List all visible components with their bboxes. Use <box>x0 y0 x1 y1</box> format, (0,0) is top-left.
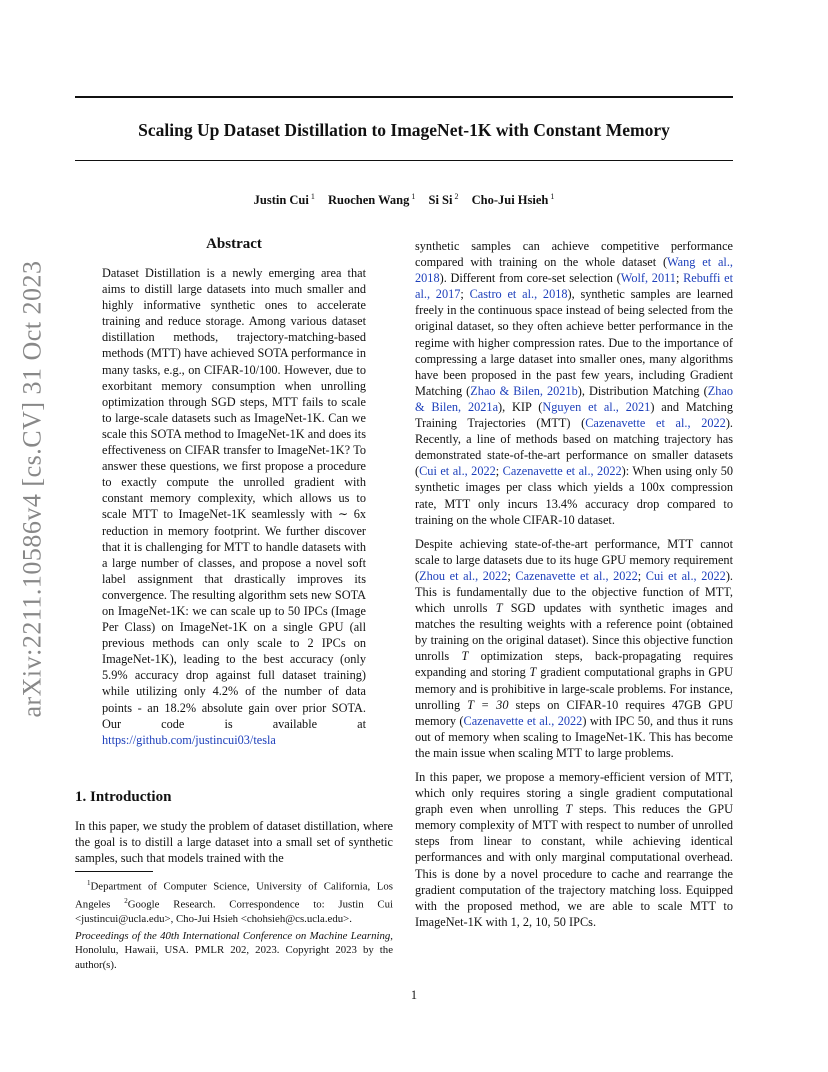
proceedings-note: Proceedings of the 40th International Conference on Machine Learning, Honolulu, Hawaii, USA. PMLR 202, 2023. Copyright 2023 by the author(s). <box>75 930 393 971</box>
paper-title: Scaling Up Dataset Distillation to ImageNet-1K with Constant Memory <box>138 120 670 140</box>
math-symbol: T <box>565 802 573 817</box>
code-link[interactable]: https://github.com/justincui03/tesla <box>102 732 276 747</box>
abstract-heading: Abstract <box>206 236 262 252</box>
math-symbol: T = 30 <box>467 697 509 712</box>
citation-link[interactable]: Nguyen et al., 2021 <box>542 399 651 414</box>
citation-link[interactable]: Zhao & Bilen, 2021b <box>470 383 578 398</box>
text-run: gradient computational graphs in GPU memory and is prohibitive in large-scale problems. For instance, unrolling <box>415 665 733 712</box>
text-run: ): When using only 50 synthetic images per class which yields a 100x compression rate, MTT only incurs 13.4% accuracy drop compared to training on the whole CIFAR-10 dataset. <box>415 464 733 527</box>
text-run: ), Distribution Matching ( <box>577 383 708 398</box>
author: Ruochen Wang $^1$ <box>327 192 416 208</box>
citation-link[interactable]: Zhao & Bilen, 2021a <box>415 383 733 414</box>
text-run: ) and Matching Training Trajectories (MTT) ( <box>415 399 733 431</box>
text-run: steps on CIFAR-10 requires 47GB GPU memory ( <box>415 697 733 728</box>
citation-link[interactable]: Cazenavette et al., 2022 <box>515 568 638 583</box>
text-run: ) with IPC 50, and thus it runs out of memory when scaling to ImageNet-1K. This has become the main issue when scaling MTT to large problems. <box>415 713 734 760</box>
citation-link[interactable]: Cui et al., 2022 <box>419 464 496 479</box>
math-symbol: T <box>529 665 537 680</box>
text-run: ; <box>495 464 503 479</box>
paragraph <box>415 536 733 761</box>
paragraph <box>415 238 733 528</box>
citation-link[interactable]: Cui et al., 2022 <box>645 568 726 583</box>
text-run: ; <box>507 568 516 583</box>
title-bottom-rule <box>75 160 733 161</box>
citation-link[interactable]: Wang et al., 2018 <box>415 255 733 286</box>
text-run: SGD updates with synthetic images and matches the resulting weights with a reference point (obtained by training on the original dataset). Since this objective function unrolls <box>415 601 734 664</box>
text-run: ; <box>637 568 646 583</box>
text-run: ). Recently, a line of methods based on matching trajectory has demonstrated state-of-the-art performance on smaller datasets ( <box>415 416 733 479</box>
author: Cho-Jui Hsieh $^1$ <box>471 192 555 208</box>
section-heading-introduction: 1. Introduction <box>75 789 172 805</box>
citation-link[interactable]: Cazenavette et al., 2022 <box>502 464 622 479</box>
text-run: ; <box>460 287 470 302</box>
text-run: ), KIP ( <box>498 399 543 414</box>
page-number: 1 <box>410 988 418 1002</box>
right-column <box>415 238 733 938</box>
paragraph <box>415 769 733 930</box>
text-run: optimization steps, back-propagating requires expanding and storing <box>415 649 733 680</box>
math-symbol: T <box>461 649 469 664</box>
text-run: In this paper, we propose a memory-efficient version of MTT, which only requires storing a single gradient computational graph even when unrolling <box>415 770 733 817</box>
math-symbol: T <box>495 601 503 616</box>
citation-link[interactable]: Cazenavette et al., 2022 <box>585 416 726 431</box>
arxiv-identifier: arXiv:2211.10586v4 [cs.CV] 31 Oct 2023 <box>18 260 47 718</box>
text-run: ), synthetic samples are learned freely in the continuous space instead of being selected from the original dataset, so they often achieve better performance in the regime with higher compression rates. Due to the importance of compressing a large dataset into smaller ones, many algorithms have been proposed in the past few years, including Gradient Matching ( <box>415 287 733 398</box>
text-run: Despite achieving state-of-the-art performance, MTT cannot scale to large datasets due to its huge GPU memory requirement ( <box>415 536 733 583</box>
abstract-text: Dataset Distillation is a newly emerging area that aims to distill large datasets into much smaller and highly informative synthetic ones to accelerate training and reduce storage. Among various dataset distillation methods, trajectory-matching-based methods (MTT) have achieved SOTA performance in many tasks, e.g., on CIFAR-10/100. However, due to exorbitant memory consumption when unrolling optimization through SGD steps, MTT fails to scale to large-scale datasets such as ImageNet-1K. Can we scale this SOTA method to ImageNet-1K and does its effectiveness on CIFAR transfer to ImageNet-1K? To answer these questions, we first propose a procedure to exactly compute the unrolled gradient with constant memory complexity, which allows us to scale MTT to ImageNet-1K seamlessly with ∼ 6x reduction in memory footprint. We further discover that it is challenging for MTT to handle datasets with a large number of classes, and propose a novel soft label assignment that drastically improves its convergence. The resulting algorithm sets new SOTA on ImageNet-1K: we can scale up to 50 IPCs (Image Per Class) on ImageNet-1K on a single GPU (all previous methods can only scale to 2 IPCs on ImageNet-1K), leading to the best accuracy (only 5.9% accuracy drop against full dataset training) while utilizing only 4.2% of the number of data points - an 18.2% absolute gain over prior SOTA. Our code is available at <box>102 266 366 731</box>
intro-paragraph: In this paper, we study the problem of dataset distillation, where the goal is to distill a large dataset into a small set of synthetic samples, such that models trained with the <box>75 819 393 866</box>
author: Si Si $^2$ <box>428 192 459 208</box>
author: Justin Cui $^1$ <box>253 192 315 208</box>
text-run: steps. This reduces the GPU memory complexity of MTT with respect to number of unrolled steps from linear to constant, while achieving identical performances and with only marginal computational overhead. This is done by a novel procedure to cache and rearrange the gradient computation of the trajectory matching loss. Equipped with the proposed method, we are able to scale MTT to ImageNet-1K with 1, 2, 10, 50 IPCs. <box>415 802 733 929</box>
citation-link[interactable]: Wolf, 2011 <box>620 271 676 286</box>
citation-link[interactable]: Rebuffi et al., 2017 <box>415 271 733 302</box>
citation-link[interactable]: Castro et al., 2018 <box>469 287 568 302</box>
footnote-rule <box>75 871 153 872</box>
affiliation-footnote: $^1$Department of Computer Science, University of California, Los Angeles $^2$Google Research. Correspondence to: Justin Cui <justincui@ucla.edu>, Cho-Jui Hsieh <chohsieh@cs.ucla.edu>. <box>75 879 394 925</box>
text-run: ). Different from core-set selection ( <box>439 271 621 286</box>
citation-link[interactable]: Cazenavette et al., 2022 <box>463 713 583 728</box>
text-run: ; <box>675 271 684 286</box>
citation-link[interactable]: Zhou et al., 2022 <box>419 568 508 583</box>
abstract-body <box>102 265 366 748</box>
title-top-rule <box>75 96 733 98</box>
text-run: ). This is fundamentally due to the objective function of MTT, which unrolls <box>415 568 733 616</box>
author-list <box>75 192 733 208</box>
text-run: synthetic samples can achieve competitive performance compared with training on the whole dataset ( <box>415 239 733 270</box>
